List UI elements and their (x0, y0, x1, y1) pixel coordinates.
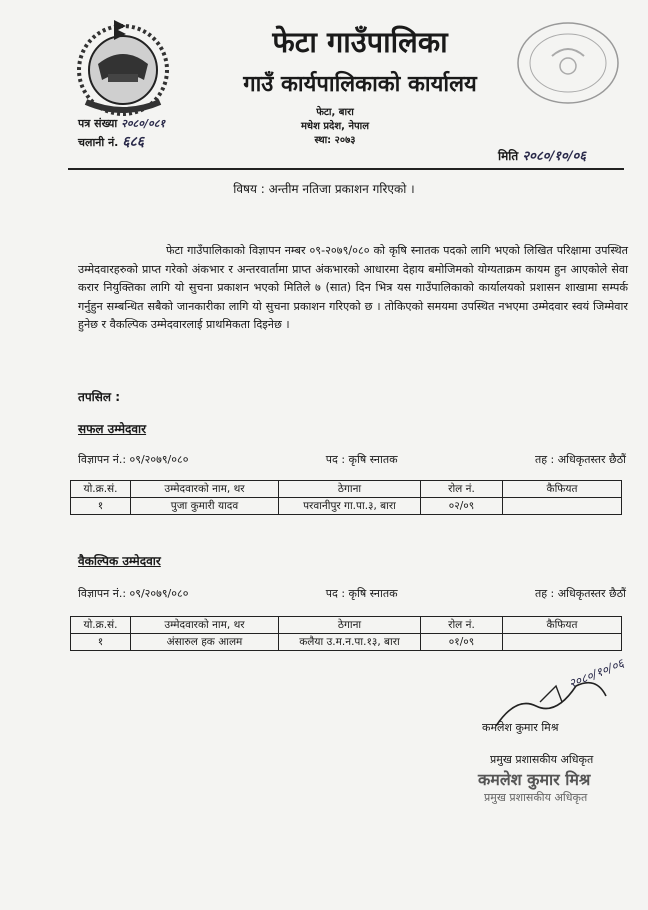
cell-name: अंसारुल हक आलम (131, 634, 279, 651)
dispatch-number (78, 132, 144, 151)
signer-name: कमलेश कुमार मिश्र (482, 721, 559, 734)
successful-level: तह : अधिकृतस्तर छैठौं (534, 453, 626, 466)
col-serial: यो.क्र.सं. (71, 617, 131, 634)
nepal-emblem-icon (68, 14, 178, 122)
office-stamp-icon (512, 16, 624, 110)
cell-serial: १ (71, 498, 131, 515)
col-remarks: कैफियत (503, 481, 622, 498)
cell-roll: ०१/०९ (421, 634, 503, 651)
col-roll: रोल नं. (421, 617, 503, 634)
address-line-1: फेटा, बारा (316, 107, 354, 118)
alternate-ad-no: विज्ञापन नं.: ०९/२०७९/०८० (78, 587, 189, 600)
col-name: उम्मेदवारको नाम, थर (131, 617, 279, 634)
cell-remarks (503, 498, 622, 515)
col-roll: रोल नं. (421, 481, 503, 498)
details-label: तपसिल : (78, 390, 120, 404)
letter-number (78, 116, 165, 131)
notice-body: फेटा गाउँपालिकाको विज्ञापन नम्बर ०९-२०७९/०८० को कृषि स्नातक पदको लागि भएको लिखित परिक्षामा उपस्थित उम्मेदवारहरुको प्राप्त गरेको अंकभार र अन्तरवार्तामा प्राप्त अंकभारको आधारमा देहाय बमोजिमको योग्यताक्रम कायम हुन आएकोले सेवा करार नियुक्तिका लागि यो सुचना प्रकाशन भएको मितिले ७ (सात) दिन भित्र यस गाउँपालिकाको कार्यालयको प्रशासन शाखामा सम्पर्क गर्नुहुन सम्बन्धित सबैको जानकारीका लागि यो सुचना प्रकाशन गरिएको छ । तोकिएको समयमा उपस्थित नभएमा उम्मेदवार स्वयं जिम्मेवार हुनेछ र वैकल्पिक उम्मेदवारलाई प्राथमिकता दिइनेछ । (78, 244, 628, 331)
cell-roll: ०२/०९ (421, 498, 503, 515)
header-divider (68, 168, 624, 170)
date-label: मिति (498, 149, 519, 163)
successful-heading: सफल उम्मेदवार (78, 422, 147, 436)
established-year: स्था: २०७३ (314, 135, 356, 146)
address-line-2: मधेश प्रदेश, नेपाल (300, 121, 370, 132)
date-value: २०८०/१०/०६ (522, 149, 586, 164)
alternate-post: पद : कृषि स्नातक (325, 587, 398, 600)
office-title: फेटा गाउँपालिका (272, 25, 448, 59)
alternate-level: तह : अधिकृतस्तर छैठौं (534, 587, 626, 600)
successful-table (70, 480, 622, 515)
col-address: ठेगाना (279, 481, 421, 498)
col-serial: यो.क्र.सं. (71, 481, 131, 498)
office-subtitle: गाउँ कार्यपालिकाको कार्यालय (243, 72, 477, 97)
alternate-table (70, 616, 622, 651)
signer-post: प्रमुख प्रशासकीय अधिकृत (490, 753, 594, 766)
table-header-row (71, 617, 622, 634)
dispatch-number-label: चलानी नं. (78, 136, 119, 149)
col-remarks: कैफियत (503, 617, 622, 634)
cell-address: परवानीपुर गा.पा.३, बारा (279, 498, 421, 515)
seal-name: कमलेश कुमार मिश्र (478, 770, 591, 789)
cell-remarks (503, 634, 622, 651)
cell-serial: १ (71, 634, 131, 651)
letter-number-label: पत्र संख्या (78, 117, 118, 130)
successful-ad-info (78, 452, 626, 467)
col-address: ठेगाना (279, 617, 421, 634)
cell-name: पुजा कुमारी यादव (131, 498, 279, 515)
alternate-ad-info (78, 586, 626, 601)
alternate-heading: वैकल्पिक उम्मेदवार (78, 554, 161, 568)
letter-number-value: २०८०/०८१ (121, 117, 166, 130)
signature-date: २०८०/१०/०६ (566, 656, 626, 691)
successful-post: पद : कृषि स्नातक (325, 453, 398, 466)
table-row (71, 498, 622, 515)
dispatch-number-value: ६८६ (122, 134, 145, 150)
subject-line: विषय : अन्तीम नतिजा प्रकाशन गरिएको । (233, 182, 415, 196)
seal-post: प्रमुख प्रशासकीय अधिकृत (484, 791, 588, 804)
letter-date (498, 146, 586, 164)
successful-ad-no: विज्ञापन नं.: ०९/२०७९/०८० (78, 453, 189, 466)
col-name: उम्मेदवारको नाम, थर (131, 481, 279, 498)
table-header-row (71, 481, 622, 498)
table-row (71, 634, 622, 651)
cell-address: कलैया उ.म.न.पा.१३, बारा (279, 634, 421, 651)
